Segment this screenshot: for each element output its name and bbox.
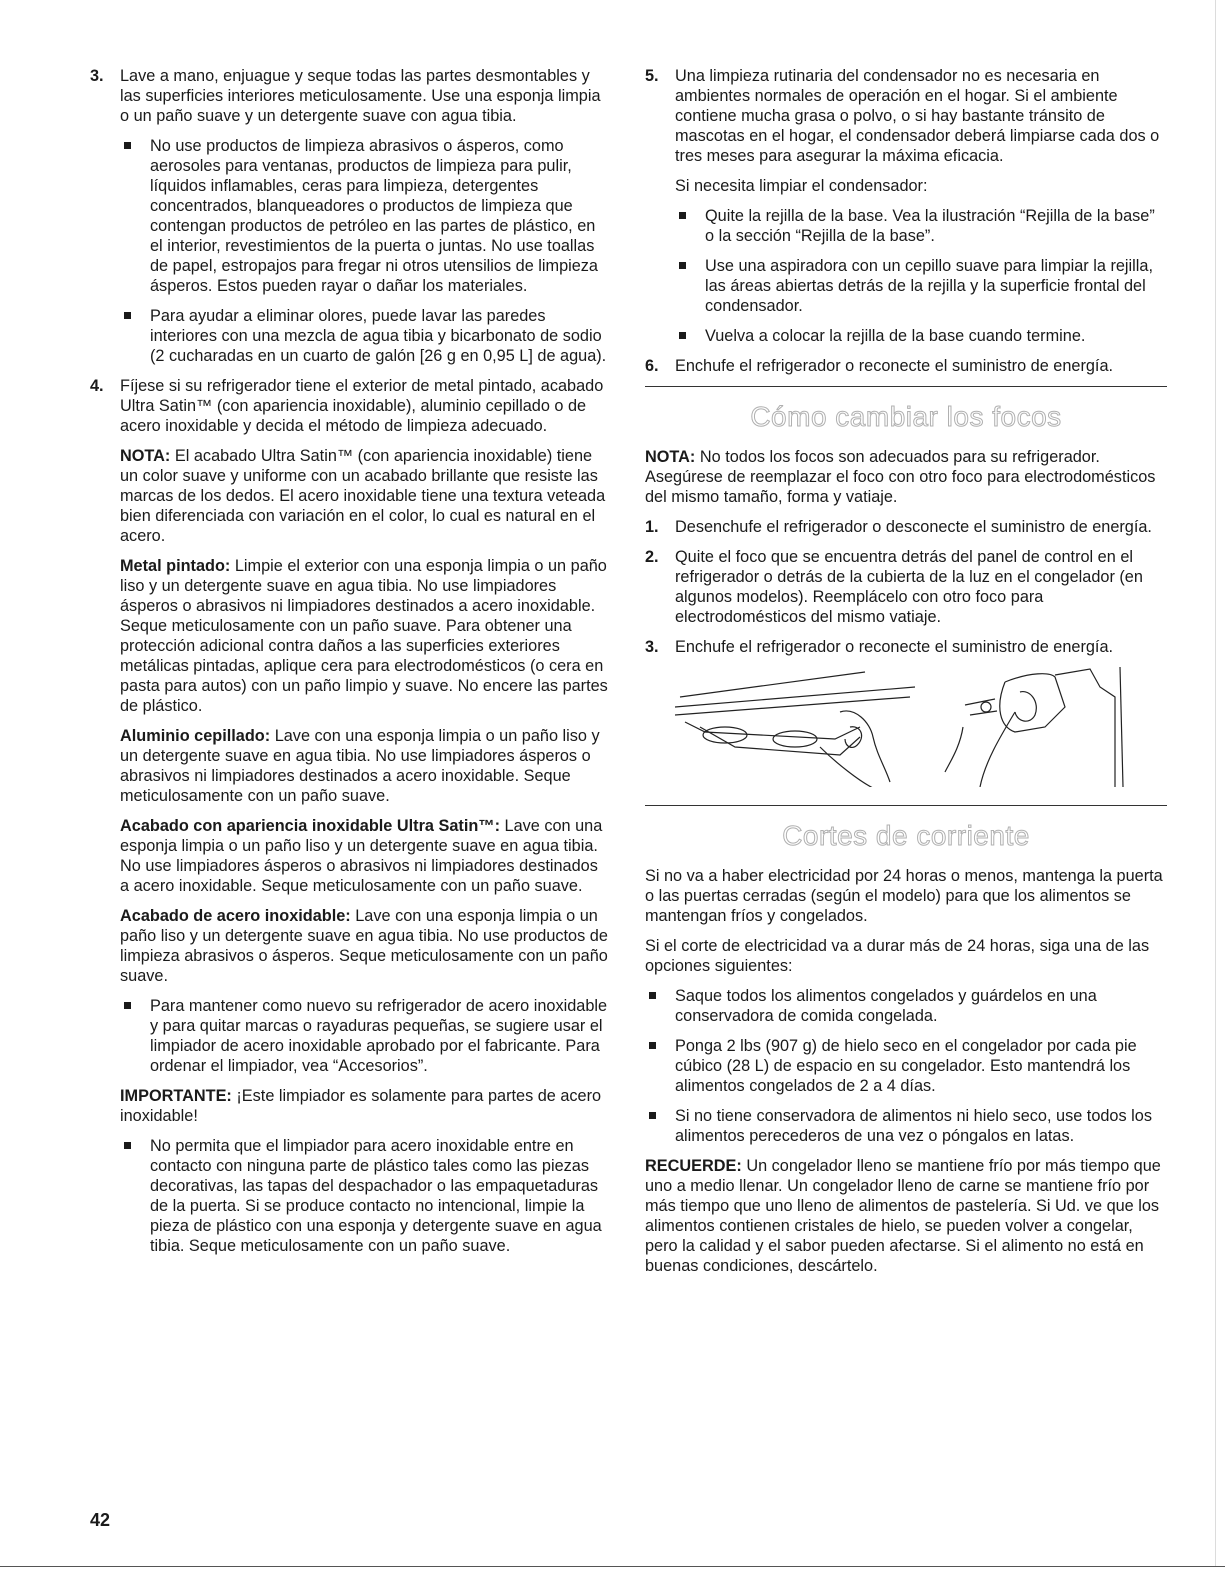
section-title-focos: Cómo cambiar los focos [750, 401, 1062, 432]
bulb-step-2 [645, 547, 1167, 627]
page-edge-line [1215, 0, 1216, 1566]
step-text: Enchufe el refrigerador o reconecte el suministro de energía. [675, 357, 1114, 375]
step-number: 3. [90, 67, 104, 85]
ultra-satin-paragraph: Acabado con apariencia inoxidable Ultra Satin™: Lave con una esponja limpia o un paño liso y un detergente suave en agua tibia. No use limpiadores ásperos o abrasivos ni limpiadores destinados a acero inoxidable. Seque meticulosamente con un paño suave. [120, 817, 603, 895]
section-divider [645, 805, 1167, 806]
step-6 [645, 356, 1167, 376]
light-lens-right-icon [773, 731, 817, 747]
bullet-item: Para ayudar a eliminar olores, puede lavar las paredes interiores con una mezcla de agua tibia y bicarbonato de sodio (2 cucharadas en un cuarto de galón [26 g en 0,95 L] de agua). [120, 306, 610, 366]
bullet-item: Si no tiene conservadora de alimentos ni hielo seco, use todos los alimentos perecederos de una vez o póngalos en latas. [645, 1106, 1167, 1146]
bulb-icon [981, 702, 991, 712]
remember-paragraph: RECUERDE: Un congelador lleno se mantiene frío por más tiempo que uno a medio llenar. Un congelador lleno de carne se mantiene frío por más tiempo que uno lleno de alimentos de pastelería. Si Ud. ve que los alimentos contienen cristales de hielo, se pueden volver a congelar, pero la calidad y el sabor pueden afectarse. Si el alimento no está en buenas condiciones, descártelo. [645, 1157, 1161, 1275]
section-title-cortes: Cortes de corriente [782, 820, 1030, 851]
freezer-wall-icon [1055, 669, 1115, 787]
bullet-list [120, 1136, 610, 1256]
bullet-list [675, 206, 1167, 346]
step-number: 6. [645, 357, 659, 375]
bullet-item: Use una aspiradora con un cepillo suave para limpiar la rejilla, las áreas abiertas detrás de la rejilla y la superficie frontal del condensador. [675, 256, 1167, 316]
step-5 [645, 66, 1167, 346]
bottom-border-line [0, 1566, 1225, 1567]
hand-right-icon [1015, 692, 1036, 722]
step-number: 4. [90, 377, 104, 395]
step-number: 3. [645, 638, 659, 656]
bulb-replacement-illustration [645, 667, 1167, 787]
bullet-list [645, 986, 1167, 1146]
important-paragraph: IMPORTANTE: ¡Este limpiador es solamente para partes de acero inoxidable! [120, 1087, 602, 1125]
step-subtext: Si necesita limpiar el condensador: [675, 177, 928, 195]
bullet-item: Ponga 2 lbs (907 g) de hielo seco en el congelador por cada pie cúbico (28 L) de espacio en su congelador. Esto mantendrá los alimentos congelados de 2 a 4 días. [645, 1036, 1167, 1096]
bullet-square-icon [649, 1042, 656, 1049]
stainless-paragraph: Acabado de acero inoxidable: Lave con una esponja limpia o un paño liso y un detergente suave en agua tibia. No use productos de limpieza abrasivos o ásperos. Seque meticulosamente con un paño suave. [120, 907, 608, 985]
step-number: 5. [645, 67, 659, 85]
step-text: Lave a mano, enjuague y seque todas las partes desmontables y las superficies interiores meticulosamente. Use una esponja limpia o un paño suave y un detergente suave con agua tibia. [120, 67, 601, 125]
bullet-item: No permita que el limpiador para acero inoxidable entre en contacto con ninguna parte de plástico tales como las piezas decorativas, las tapas del despachador o las empaquetaduras de la puerta. Si se produce contacto no intencional, limpie la pieza de plástico con una esponja y detergente suave en agua tibia. Seque meticulosamente con un paño suave. [120, 1136, 610, 1256]
bulb-step-1 [645, 517, 1167, 537]
step-text: Quite el foco que se encuentra detrás del panel de control en el refrigerador o detrás de la cubierta de la luz en el congelador (en algunos modelos). Reemplácelo con otro foco para electrodomésticos del mismo vatiaje. [675, 548, 1143, 626]
step-text: Una limpieza rutinaria del condensador no es necesaria en ambientes normales de operación en el hogar. Si el ambiente contiene mucha grasa o polvo, o si hay bastante tránsito de mascotas en el hogar, el condensador deberá limpiarse cada dos o tres meses para asegurar la máxima eficacia. [675, 67, 1160, 165]
bullet-square-icon [124, 142, 131, 149]
bullet-item: Para mantener como nuevo su refrigerador de acero inoxidable y para quitar marcas o rayaduras pequeñas, se sugiere usar el limpiador de acero inoxidable aprobado por el fabricante. Para ordenar el limpiador, vea “Accesorios”. [120, 996, 610, 1076]
bullet-square-icon [679, 212, 686, 219]
light-cover-icon [1000, 674, 1065, 732]
bullet-item: Quite la rejilla de la base. Vea la ilustración “Rejilla de la base” o la sección “Rejilla de la base”. [675, 206, 1167, 246]
bullet-square-icon [649, 1112, 656, 1119]
note-paragraph: NOTA: El acabado Ultra Satin™ (con apariencia inoxidable) tiene un color suave y uniforme con un acabado brillante que resiste las marcas de los dedos. El acero inoxidable tiene una textura veteada bien diferenciada con variación en el color, lo cual es natural en el acero. [120, 447, 606, 545]
bullet-list [120, 136, 610, 366]
bullet-item: Saque todos los alimentos congelados y guárdelos en una conservadora de comida congelada. [645, 986, 1167, 1026]
step-number: 2. [645, 548, 659, 566]
step-text: Fíjese si su refrigerador tiene el exterior de metal pintado, acabado Ultra Satin™ (con apariencia inoxidable), aluminio cepillado o de acero inoxidable y decida el método de limpieza adecuado. [120, 377, 604, 435]
outage-paragraph-2: Si el corte de electricidad va a durar más de 24 horas, siga una de las opciones siguientes: [645, 937, 1150, 975]
bullet-list [120, 996, 610, 1076]
bullet-square-icon [124, 1142, 131, 1149]
step-4 [90, 376, 610, 1256]
step-3 [90, 66, 610, 366]
page-number: 42 [90, 1510, 111, 1530]
bullet-square-icon [649, 992, 656, 999]
left-column [90, 66, 610, 1266]
note-paragraph: NOTA: No todos los focos son adecuados para su refrigerador. Asegúrese de reemplazar el foco con otro foco para electrodomésticos del mismo tamaño, forma y vatiaje. [645, 448, 1156, 506]
bullet-square-icon [679, 262, 686, 269]
bullet-square-icon [124, 1002, 131, 1009]
bullet-square-icon [679, 332, 686, 339]
bullet-item: No use productos de limpieza abrasivos o ásperos, como aerosoles para ventanas, productos de limpieza para pulir, líquidos inflamables, ceras para limpieza, detergentes concentrados, blanqueadores o productos de limpieza que contengan productos de petróleo en las partes de plástico, en el interior, revestimientos de la puerta o juntas. No use toallas de papel, estropajos para fregar ni otros utensilios de limpieza ásperos. Estos pueden rayar o dañar los materiales. [120, 136, 610, 296]
brushed-aluminum-paragraph: Aluminio cepillado: Lave con una esponja limpia o un paño liso y un detergente suave en agua tibia. No use limpiadores ásperos o abrasivos ni limpiadores destinados a acero inoxidable. Seque meticulosamente con un paño suave. [120, 727, 600, 805]
painted-metal-paragraph: Metal pintado: Limpie el exterior con una esponja limpia o un paño liso y un detergente suave en agua tibia. No use limpiadores ásperos o abrasivos ni limpiadores destinados a acero inoxidable. Seque meticulosamente con un paño suave. Para obtener una protección adicional contra daños a las superficies exteriores metálicas pintadas, aplique cera para electrodomésticos (o cera en pasta para autos) con un paño limpio y suave. No encere las partes de plástico. [120, 557, 608, 715]
bullet-square-icon [124, 312, 131, 319]
bulb-step-3 [645, 637, 1167, 657]
outage-paragraph-1: Si no va a haber electricidad por 24 horas o menos, mantenga la puerta o las puertas cerradas (según el modelo) para que los alimentos se mantengan fríos y congelados. [645, 867, 1163, 925]
step-number: 1. [645, 518, 659, 536]
step-text: Desenchufe el refrigerador o desconecte el suministro de energía. [675, 518, 1152, 536]
step-text: Enchufe el refrigerador o reconecte el suministro de energía. [675, 638, 1114, 656]
right-column [645, 66, 1167, 1286]
bullet-item: Vuelva a colocar la rejilla de la base cuando termine. [675, 326, 1167, 346]
section-divider [645, 386, 1167, 387]
bulb-illustration-svg [645, 667, 1167, 787]
